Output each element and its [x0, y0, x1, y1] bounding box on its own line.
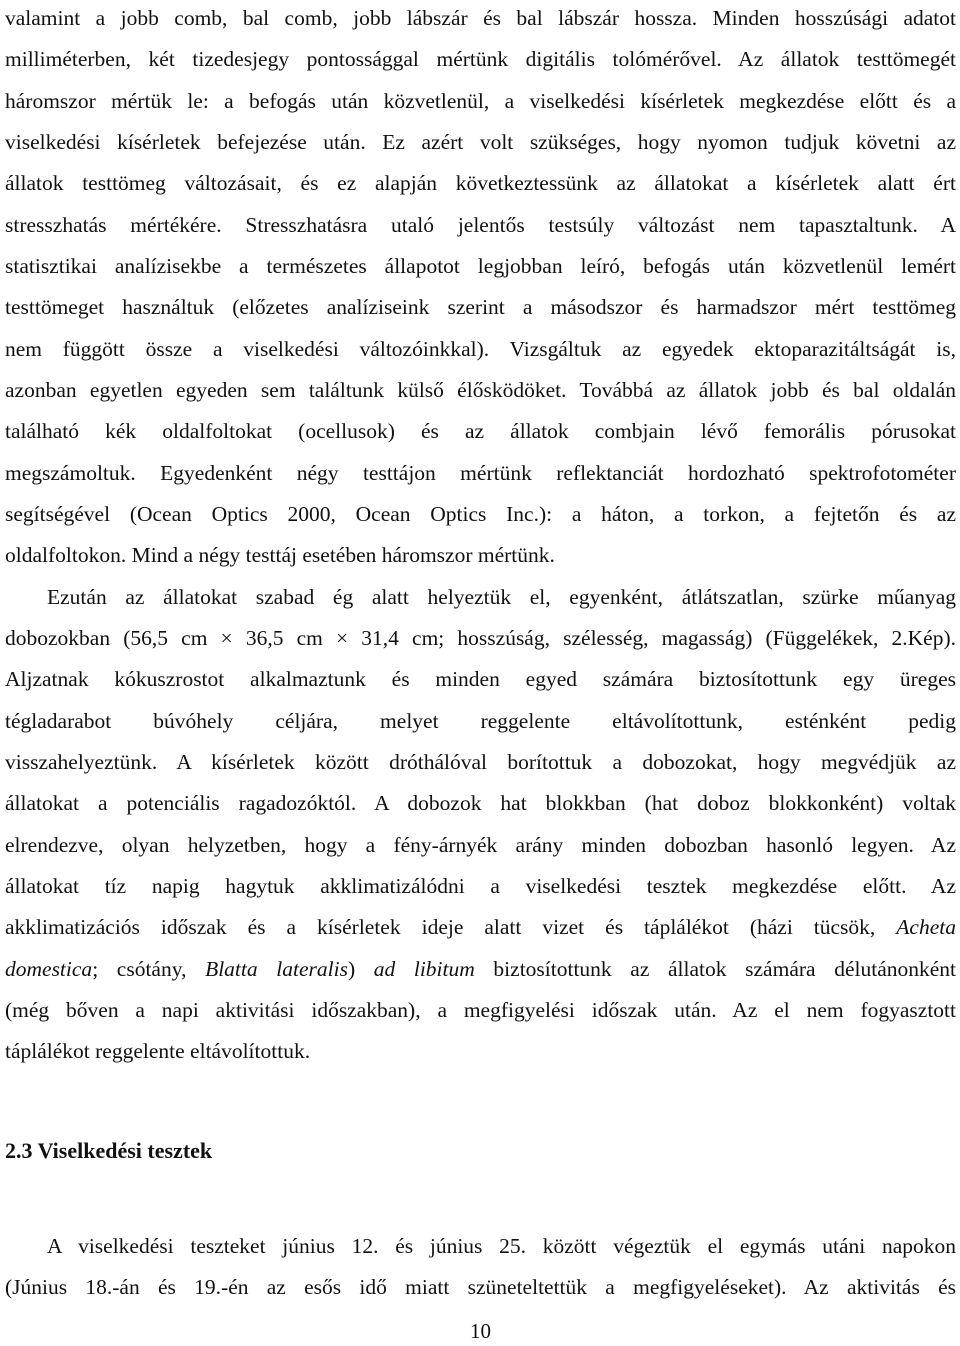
text-line: A viselkedési teszteket június 12. és június 25. között végeztük el egymás utáni napokon	[47, 1234, 956, 1258]
text-run: biztosítottunk az állatok számára délutánonként	[474, 957, 956, 981]
text-line: valamint a jobb comb, bal comb, jobb lábszár és bal lábszár hossza. Minden hosszúsági adatot	[5, 6, 956, 30]
text-line	[5, 912, 956, 942]
text-line: (Június 18.-án és 19.-én az esős idő miatt szüneteltettük a megfigyeléseket). Az aktivitás és	[5, 1275, 956, 1299]
italic-species-name: Acheta	[896, 915, 956, 939]
text-run: )	[347, 957, 374, 981]
text-line: található kék oldalfoltokat (ocellusok) és az állatok combjain lévő femorális pórusokat	[5, 419, 956, 443]
text-line: stresszhatás mértékére. Stresszhatásra utaló jelentős testsúly változást nem tapasztaltunk. A	[5, 213, 956, 237]
italic-species-name: Blatta lateralis	[205, 957, 348, 981]
page-number: 10	[470, 1319, 491, 1343]
text-line: oldalfoltokon. Mind a négy testtáj esetében háromszor mértünk.	[5, 543, 555, 567]
text-line: tégladarabot búvóhely céljára, melyet reggelente eltávolítottunk, esténként pedig	[5, 709, 956, 733]
italic-species-name: domestica	[5, 957, 93, 981]
text-line: testtömeget használtuk (előzetes analíziseink szerint a másodszor és harmadszor mért testtömeg	[5, 295, 956, 319]
text-line: táplálékot reggelente eltávolítottuk.	[5, 1039, 311, 1063]
text-line: háromszor mértük le: a befogás után közvetlenül, a viselkedési kísérletek megkezdése előtt és a	[5, 89, 956, 113]
text-line: visszahelyeztünk. A kísérletek között dróthálóval borítottuk a dobozokat, hogy megvédjük az	[5, 750, 956, 774]
text-line: állatok testtömeg változásait, és ez alapján következtessünk az állatokat a kísérletek alatt ért	[5, 171, 956, 195]
text-line: segítségével (Ocean Optics 2000, Ocean Optics Inc.): a háton, a torkon, a fejtetőn és az	[5, 502, 956, 526]
text-line: dobozokban (56,5 cm × 36,5 cm × 31,4 cm; hosszúság, szélesség, magasság) (Függelékek, 2.Kép).	[5, 626, 956, 650]
text-line: (még bőven a napi aktivitási időszakban), a megfigyelési időszak után. Az el nem fogyasztott	[5, 998, 956, 1022]
text-line: azonban egyetlen egyeden sem találtunk külső élősködöket. Továbbá az állatok jobb és bal oldalán	[5, 378, 956, 402]
text-run: ; csótány,	[92, 957, 206, 981]
italic-latin-phrase: ad libitum	[373, 957, 475, 981]
text-line: megszámoltuk. Egyedenként négy testtájon mértünk reflektanciát hordozható spektrofotométer	[5, 461, 956, 485]
text-line: állatokat a potenciális ragadozóktól. A dobozok hat blokkban (hat doboz blokkonként) voltak	[5, 791, 956, 815]
text-line: Ezután az állatokat szabad ég alatt helyeztük el, egyenként, átlátszatlan, szürke műanyag	[47, 585, 956, 609]
text-line: állatokat tíz napig hagytuk akklimatizálódni a viselkedési tesztek megkezdése előtt. Az	[5, 874, 956, 898]
text-line: milliméterben, két tizedesjegy pontossággal mértünk digitális tolómérővel. Az állatok testtömegét	[5, 47, 956, 71]
text-line: Aljzatnak kókuszrostot alkalmaztunk és minden egyed számára biztosítottunk egy üreges	[5, 667, 956, 691]
text-line: statisztikai analízisekbe a természetes állapotot legjobban leíró, befogás után közvetlenül lemért	[5, 254, 956, 278]
text-line: elrendezve, olyan helyzetben, hogy a fény-árnyék arány minden dobozban hasonló legyen. Az	[5, 833, 956, 857]
section-heading: 2.3 Viselkedési tesztek	[5, 1138, 213, 1163]
text-run: akklimatizációs időszak és a kísérletek ideje alatt vizet és táplálékot (házi tücsök,	[5, 915, 897, 939]
text-line: viselkedési kísérletek befejezése után. Ez azért volt szükséges, hogy nyomon tudjuk követni az	[5, 130, 956, 154]
text-line	[5, 954, 956, 984]
text-line: nem függött össze a viselkedési változóinkkal). Vizsgáltuk az egyedek ektoparazitáltságát is,	[5, 337, 956, 361]
